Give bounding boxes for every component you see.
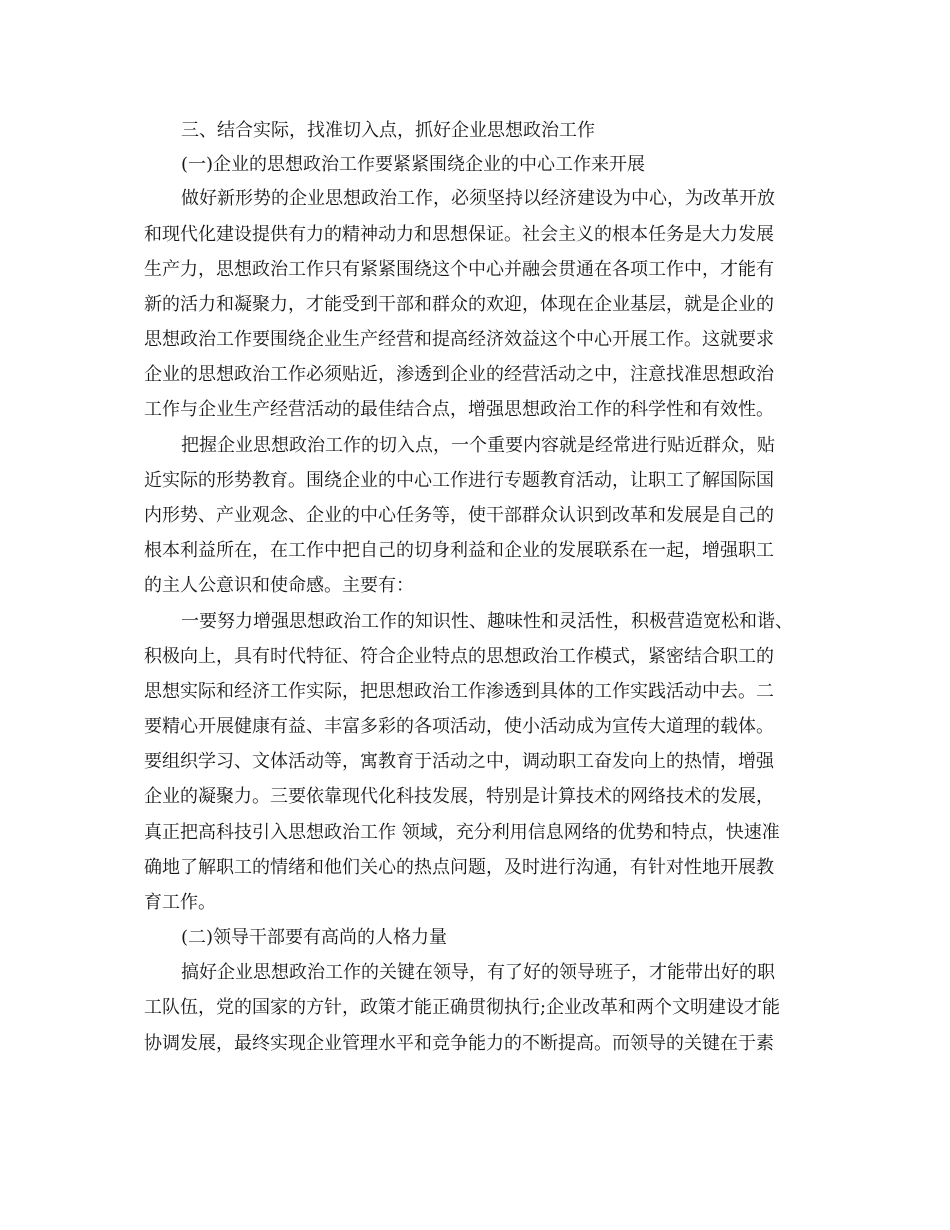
paragraph-line: 近实际的形势教育。围绕企业的中心工作进行专题教育活动，让职工了解国际国 <box>144 470 774 491</box>
paragraph-line: 要精心开展健康有益、丰富多彩的各项活动，使小活动成为宣传大道理的载体。 <box>144 716 774 737</box>
paragraph-line: 要组织学习、文体活动等，寓教育于活动之中，调动职工奋发向上的热情，增强 <box>144 751 774 772</box>
paragraph-line: 的主人公意识和使命感。主要有： <box>144 575 414 596</box>
paragraph-line: 思想政治工作要围绕企业生产经营和提高经济效益这个中心开展工作。这就要求 <box>144 329 774 350</box>
paragraph-line: 内形势、产业观念、企业的中心任务等，使干部群众认识到改革和发展是自己的 <box>144 505 774 526</box>
paragraph-line: 和现代化建设提供有力的精神动力和思想保证。社会主义的根本任务是大力发展 <box>144 224 774 245</box>
subsection-heading: (二)领导干部要有高尚的人格力量 <box>181 927 448 948</box>
paragraph-line: 做好新形势的企业思想政治工作，必须坚持以经济建设为中心，为改革开放 <box>181 188 775 209</box>
paragraph-line: 思想实际和经济工作实际，把思想政治工作渗透到具体的工作实践活动中去。二 <box>144 681 774 702</box>
paragraph-line: 根本利益所在，在工作中把自己的切身利益和企业的发展联系在一起，增强职工 <box>144 540 774 561</box>
paragraph-line: 协调发展，最终实现企业管理水平和竞争能力的不断提高。而领导的关键在于素 <box>144 1033 774 1054</box>
paragraph-line: 把握企业思想政治工作的切入点，一个重要内容就是经常进行贴近群众，贴 <box>181 435 775 456</box>
paragraph-line: 新的活力和凝聚力，才能受到干部和群众的欢迎，体现在企业基层，就是企业的 <box>144 294 774 315</box>
paragraph-line: 生产力，思想政治工作只有紧紧围绕这个中心并融会贯通在各项工作中，才能有 <box>144 259 774 280</box>
paragraph-line: 确地了解职工的情绪和他们关心的热点问题，及时进行沟通，有针对性地开展教 <box>144 857 774 878</box>
section-heading: 三、结合实际，找准切入点，抓好企业思想政治工作 <box>181 120 595 141</box>
paragraph-line: 工作与企业生产经营活动的最佳结合点，增强思想政治工作的科学性和有效性。 <box>144 399 774 420</box>
paragraph-line: 一要努力增强思想政治工作的知识性、趣味性和灵活性，积极营造宽松和谐、 <box>181 611 793 632</box>
paragraph-line: 企业的思想政治工作必须贴近，渗透到企业的经营活动之中，注意找准思想政治 <box>144 364 774 385</box>
paragraph-line: 真正把高科技引入思想政治工作 领域，充分利用信息网络的优势和特点，快速准 <box>144 822 780 843</box>
subsection-heading: (一)企业的思想政治工作要紧紧围绕企业的中心工作来开展 <box>181 154 646 175</box>
paragraph-line: 搞好企业思想政治工作的关键在领导，有了好的领导班子，才能带出好的职 <box>181 962 775 983</box>
paragraph-line: 育工作。 <box>144 892 216 913</box>
paragraph-line: 企业的凝聚力。三要依靠现代化科技发展，特别是计算技术的网络技术的发展， <box>144 786 774 807</box>
paragraph-line: 积极向上，具有时代特征、符合企业特点的思想政治工作模式，紧密结合职工的 <box>144 646 774 667</box>
paragraph-line: 工队伍，党的国家的方针，政策才能正确贯彻执行;企业改革和两个文明建设才能 <box>144 997 781 1018</box>
